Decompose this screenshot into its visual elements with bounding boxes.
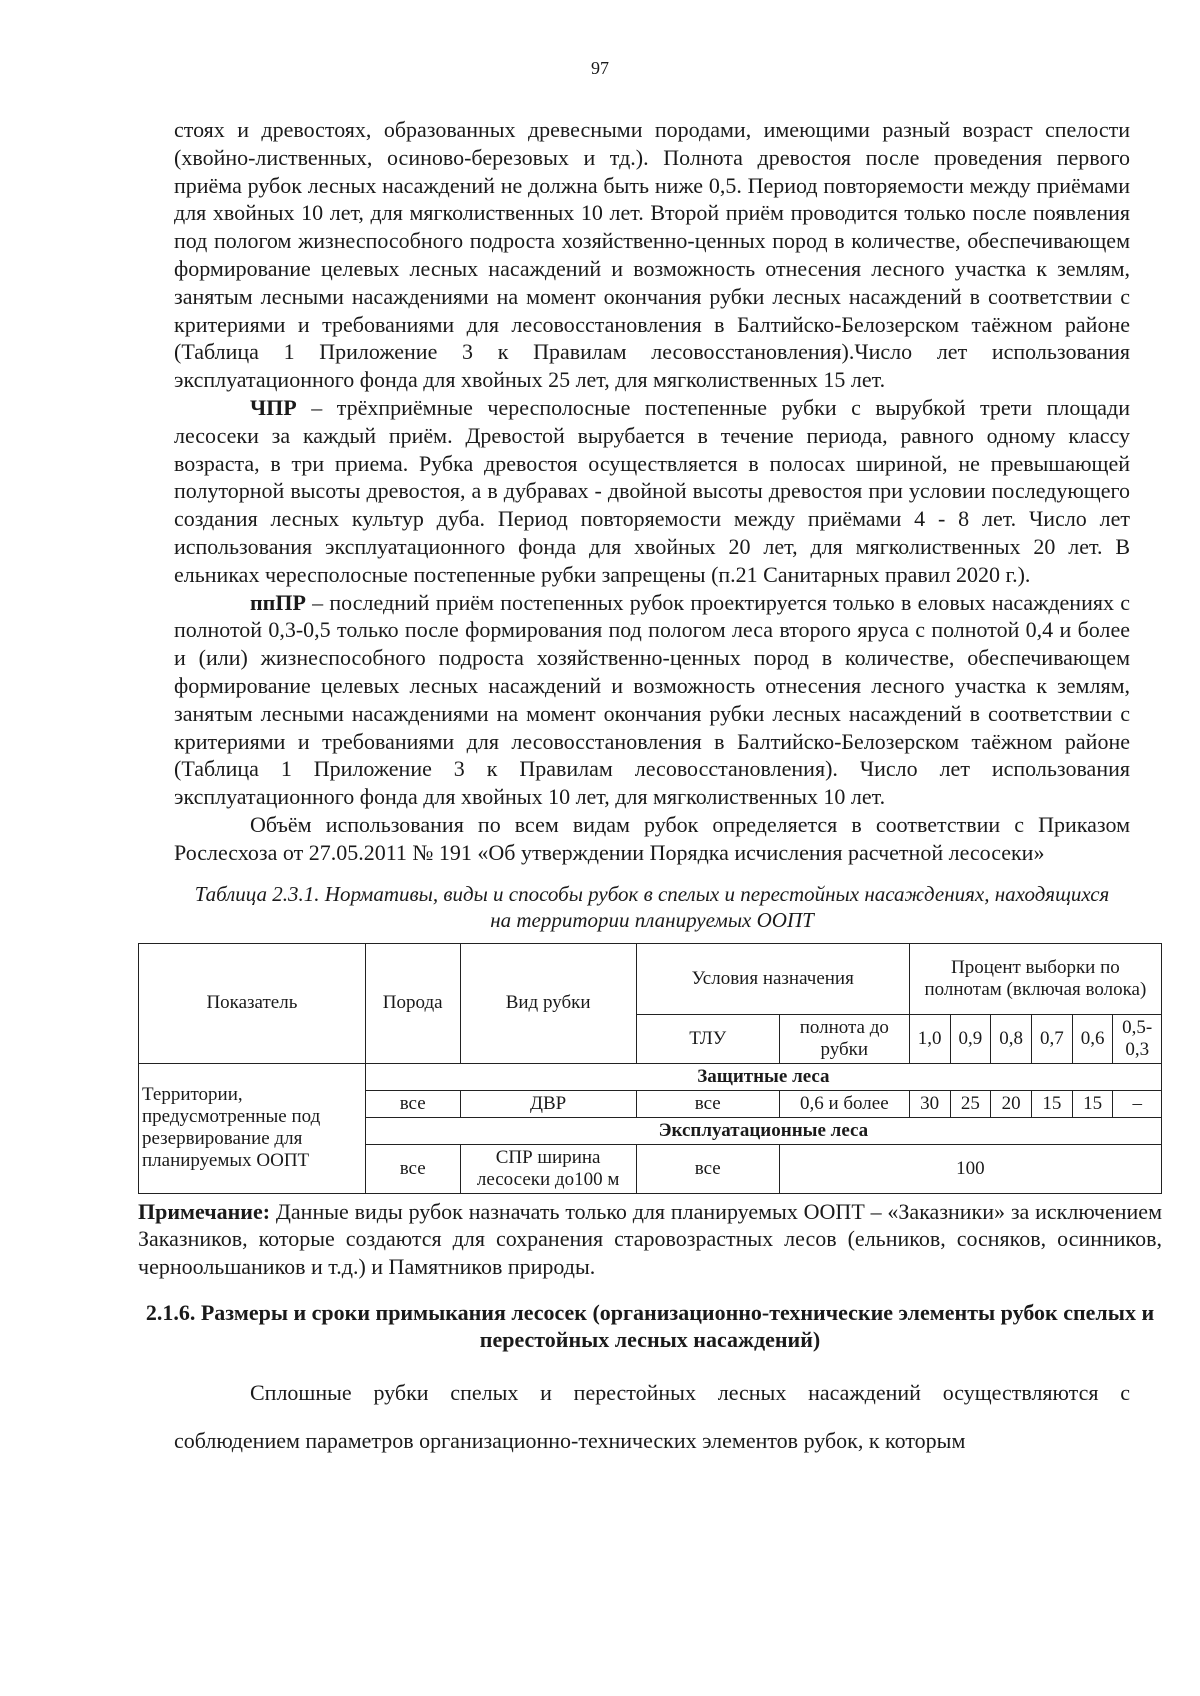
header-d06: 0,6 bbox=[1072, 1014, 1113, 1063]
header-tlu: ТЛУ bbox=[636, 1014, 779, 1063]
header-conditions: Условия назначения bbox=[636, 943, 909, 1014]
r1-p10: 30 bbox=[909, 1090, 950, 1117]
paragraph-volume: Объём использования по всем видам рубок определяется в соответствии с Приказом Рослесхоза от 27.05.2011 № 191 «Об утверждении Порядка исчисления расчетной лесосеки» bbox=[174, 811, 1130, 865]
paragraph-continuation: стоях и древостоях, образованных древесными породами, имеющими разный возраст спелости (хвойно-лиственных, осиново-березовых и тд.). Полнота древостоя после проведения первого приёма рубок лесных насаждений не должна быть ниже 0,5. Период повторяемости между приёмами для хвойных 10 лет, для мягколиственных 10 лет. Второй приём проводится только после появления под пологом жизнеспособного подроста хозяйственно-ценных пород в количестве, обеспечивающем формирование целевых лесных насаждений и возможность отнесения лесного участка к землям, занятым лесными насаждениями на момент окончания рубки лесных насаждений в соответствии с критериями и требованиями для лесовосстановления в Балтийско-Белозерском таёжном районе (Таблица 1 Приложение 3 к Правилам лесовосстановления).Число лет использования эксплуатационного фонда для хвойных 25 лет, для мягколиственных 15 лет. bbox=[174, 117, 1130, 393]
r1-cut: ДВР bbox=[460, 1090, 636, 1117]
r1-p08: 20 bbox=[991, 1090, 1032, 1117]
paragraph-chpr bbox=[174, 394, 1130, 589]
header-d09: 0,9 bbox=[950, 1014, 991, 1063]
table-caption: Таблица 2.3.1. Нормативы, виды и способы рубок в спелых и перестойных насаждениях, находящихся на территории планируемых ООПТ bbox=[194, 881, 1110, 932]
term-chpr: ЧПР bbox=[250, 394, 297, 420]
header-d08: 0,8 bbox=[991, 1014, 1032, 1063]
term-pppr: ппПР bbox=[250, 589, 306, 615]
r1-density: 0,6 и более bbox=[779, 1090, 909, 1117]
note-label: Примечание: bbox=[138, 1198, 271, 1224]
header-d10: 1,0 bbox=[909, 1014, 950, 1063]
header-indicator: Показатель bbox=[139, 943, 366, 1063]
territory-cell: Территории, предусмотренные под резервирование для планируемых ООПТ bbox=[139, 1063, 366, 1193]
document-body bbox=[138, 116, 1162, 1465]
paragraph-pppr bbox=[174, 589, 1130, 811]
r1-p09: 25 bbox=[950, 1090, 991, 1117]
section-protective: Защитные леса bbox=[365, 1063, 1161, 1090]
r1-tlu: все bbox=[636, 1090, 779, 1117]
section-heading: 2.1.6. Размеры и сроки примыкания лесосек (организационно-технические элементы рубок спелых и перестойных лесных насаждений) bbox=[145, 1299, 1155, 1352]
note-text: Данные виды рубок назначать только для планируемых ООПТ – «Заказники» за исключением Заказников, которые создаются для сохранения старовозрастных лесов (ельников, сосняков, осинников, черноольшаников и т.д.) и Памятников природы. bbox=[138, 1198, 1162, 1280]
r1-p06: 15 bbox=[1072, 1090, 1113, 1117]
table-note bbox=[138, 1198, 1162, 1281]
header-d05: 0,5-0,3 bbox=[1113, 1014, 1162, 1063]
section-exploitation: Эксплуатационные леса bbox=[365, 1117, 1161, 1144]
r2-species: все bbox=[365, 1144, 460, 1193]
header-percent: Процент выборки по полнотам (включая волока) bbox=[909, 943, 1161, 1014]
norms-table bbox=[138, 943, 1162, 1194]
r2-tlu: все bbox=[636, 1144, 779, 1193]
section-row-protective bbox=[139, 1063, 1162, 1090]
header-species: Порода bbox=[365, 943, 460, 1063]
header-density: полнота до рубки bbox=[779, 1014, 909, 1063]
paragraph-chpr-text: – трёхприёмные чересполосные постепенные рубки с вырубкой трети площади лесосеки за каждый приём. Древостой вырубается в течение периода, равного одному классу возраста, в три приема. Рубка древостоя осуществляется в полосах шириной, не превышающей полуторной высоты древостоя, а в дубравах - двойной высоты древостоя при условии последующего создания лесных культур дуба. Период повторяемости между приёмами 4 - 8 лет. Число лет использования эксплуатационного фонда для хвойных 20 лет, для мягколиственных 20 лет. В ельниках чересполосные постепенные рубки запрещены (п.21 Санитарных правил 2020 г.). bbox=[174, 394, 1130, 587]
paragraph-clearcut: Сплошные рубки спелых и перестойных лесных насаждений осуществляются с соблюдением параметров организационно-технических элементов рубок, к которым bbox=[174, 1379, 1130, 1453]
r2-value: 100 bbox=[779, 1144, 1161, 1193]
r1-p07: 15 bbox=[1031, 1090, 1072, 1117]
paragraph-pppr-text: – последний приём постепенных рубок проектируется только в еловых насаждениях с полнотой 0,3-0,5 только после формирования под пологом леса второго яруса с полнотой 0,4 и более и (или) жизнеспособного подроста хозяйственно-ценных пород в количестве, обеспечивающем формирование целевых лесных насаждений и возможность отнесения лесного участка к землям, занятым лесными насаждениями на момент окончания рубки лесных насаждений в соответствии с критериями и требованиями для лесовосстановления в Балтийско-Белозерском таёжном районе (Таблица 1 Приложение 3 к Правилам лесовосстановления). Число лет использования эксплуатационного фонда для хвойных 10 лет, для мягколиственных 10 лет. bbox=[174, 589, 1130, 810]
r2-cut: СПР ширина лесосеки до100 м bbox=[460, 1144, 636, 1193]
r1-species: все bbox=[365, 1090, 460, 1117]
header-d07: 0,7 bbox=[1031, 1014, 1072, 1063]
r1-p05: – bbox=[1113, 1090, 1162, 1117]
table-header-row bbox=[139, 943, 1162, 1014]
header-cut-type: Вид рубки bbox=[460, 943, 636, 1063]
page-number: 97 bbox=[591, 58, 609, 78]
